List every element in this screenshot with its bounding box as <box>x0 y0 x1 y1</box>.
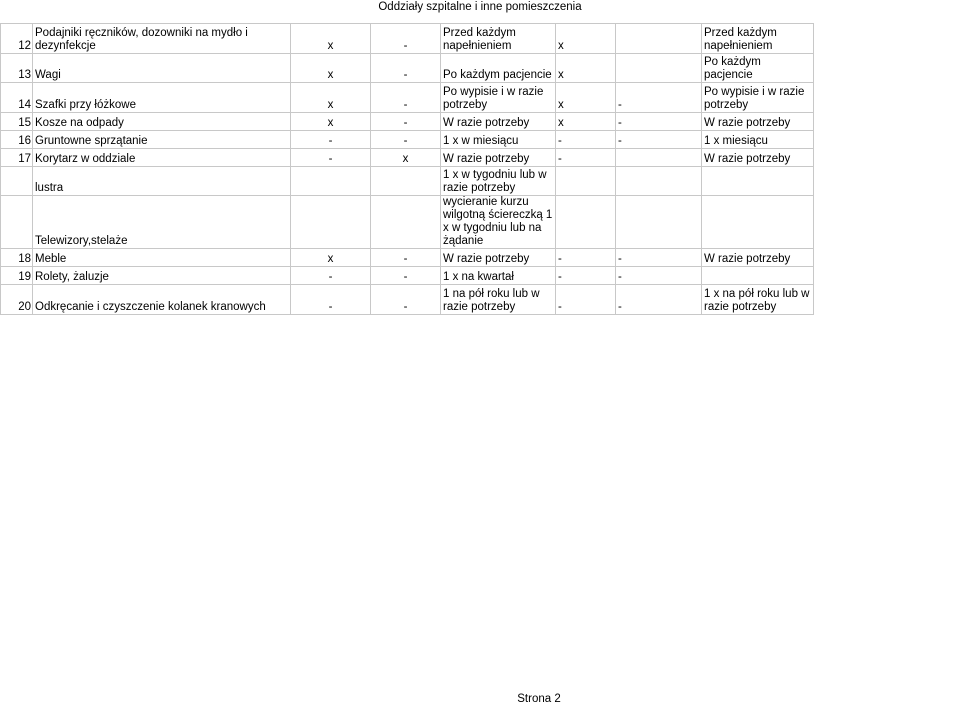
cell-col-d <box>616 149 702 167</box>
cell-col-d <box>616 24 702 54</box>
table-row <box>1 113 814 131</box>
cell-col-c: x <box>556 113 616 131</box>
cell-col-a: x <box>291 24 371 54</box>
cell-col-b <box>371 196 441 249</box>
cell-row-number: 16 <box>1 131 33 149</box>
cell-col-c: x <box>556 83 616 113</box>
cell-col-c: x <box>556 24 616 54</box>
cell-col-a: x <box>291 249 371 267</box>
table-row <box>1 249 814 267</box>
cell-frequency-alt: W razie potrzeby <box>702 149 814 167</box>
cell-item-name: Kosze na odpady <box>33 113 291 131</box>
cell-frequency: Przed każdym napełnieniem <box>441 24 556 54</box>
cell-col-a: - <box>291 267 371 285</box>
cell-col-c: - <box>556 249 616 267</box>
cell-col-b: - <box>371 24 441 54</box>
cell-frequency: 1 x w miesiącu <box>441 131 556 149</box>
cell-col-c <box>556 167 616 196</box>
cell-item-name: Korytarz w oddziale <box>33 149 291 167</box>
cell-frequency: W razie potrzeby <box>441 149 556 167</box>
cell-item-name: Wagi <box>33 54 291 83</box>
cell-item-name: Szafki przy łóżkowe <box>33 83 291 113</box>
cell-row-number: 12 <box>1 24 33 54</box>
cell-row-number: 13 <box>1 54 33 83</box>
cell-col-c: - <box>556 149 616 167</box>
cell-col-d <box>616 167 702 196</box>
cell-frequency: Po wypisie i w razie potrzeby <box>441 83 556 113</box>
cell-col-a: x <box>291 54 371 83</box>
cell-frequency-alt <box>702 267 814 285</box>
cell-item-name: Podajniki ręczników, dozowniki na mydło i dezynfekcje <box>33 24 291 54</box>
cell-frequency-alt: Po każdym pacjencie <box>702 54 814 83</box>
cell-col-d: - <box>616 267 702 285</box>
table-row <box>1 196 814 249</box>
cell-item-name: Gruntowne sprzątanie <box>33 131 291 149</box>
cell-col-d <box>616 196 702 249</box>
table-body <box>1 24 814 315</box>
cell-frequency-alt: Przed każdym napełnieniem <box>702 24 814 54</box>
cell-col-b: x <box>371 149 441 167</box>
cell-frequency: wycieranie kurzu wilgotną ściereczką 1 x w tygodniu lub na żądanie <box>441 196 556 249</box>
cell-row-number: 20 <box>1 285 33 315</box>
cell-frequency: Po każdym pacjencie <box>441 54 556 83</box>
cell-col-b: - <box>371 54 441 83</box>
page-number: Strona 2 <box>517 693 561 705</box>
cell-col-b: - <box>371 285 441 315</box>
table-row <box>1 83 814 113</box>
cell-col-b: - <box>371 267 441 285</box>
cell-row-number: 18 <box>1 249 33 267</box>
cell-col-a <box>291 167 371 196</box>
sheet-title: Oddziały szpitalne i inne pomieszczenia <box>378 1 582 13</box>
cell-frequency-alt: 1 x miesiącu <box>702 131 814 149</box>
cell-row-number <box>1 196 33 249</box>
cell-col-c: x <box>556 54 616 83</box>
cell-row-number: 17 <box>1 149 33 167</box>
cell-col-d: - <box>616 113 702 131</box>
cell-row-number <box>1 167 33 196</box>
table-row <box>1 149 814 167</box>
cell-item-name: Odkręcanie i czyszczenie kolanek kranowych <box>33 285 291 315</box>
cell-frequency: W razie potrzeby <box>441 113 556 131</box>
cell-col-a: x <box>291 113 371 131</box>
cell-col-d: - <box>616 285 702 315</box>
cell-item-name: Meble <box>33 249 291 267</box>
cell-frequency-alt: Po wypisie i w razie potrzeby <box>702 83 814 113</box>
cell-frequency: 1 x na kwartał <box>441 267 556 285</box>
cell-col-d: - <box>616 249 702 267</box>
cell-row-number: 15 <box>1 113 33 131</box>
cell-col-d: - <box>616 83 702 113</box>
cell-col-a: x <box>291 83 371 113</box>
cell-col-b: - <box>371 249 441 267</box>
cell-item-name: lustra <box>33 167 291 196</box>
cell-col-c: - <box>556 131 616 149</box>
cell-col-b: - <box>371 131 441 149</box>
table-row <box>1 131 814 149</box>
cell-col-a <box>291 196 371 249</box>
cell-frequency-alt: W razie potrzeby <box>702 113 814 131</box>
table-row <box>1 54 814 83</box>
cell-item-name: Telewizory,stelaże <box>33 196 291 249</box>
cell-row-number: 14 <box>1 83 33 113</box>
cell-col-d <box>616 54 702 83</box>
cell-frequency-alt <box>702 167 814 196</box>
cell-frequency-alt <box>702 196 814 249</box>
cell-col-d: - <box>616 131 702 149</box>
cell-col-a: - <box>291 149 371 167</box>
cell-item-name: Rolety, żaluzje <box>33 267 291 285</box>
cell-col-a: - <box>291 285 371 315</box>
cleaning-schedule-table <box>0 23 814 315</box>
cell-col-c <box>556 196 616 249</box>
cell-col-b: - <box>371 83 441 113</box>
table-row <box>1 267 814 285</box>
cell-col-b <box>371 167 441 196</box>
cell-row-number: 19 <box>1 267 33 285</box>
cell-col-c: - <box>556 285 616 315</box>
table-row <box>1 24 814 54</box>
cell-col-a: - <box>291 131 371 149</box>
cell-frequency: 1 na pół roku lub w razie potrzeby <box>441 285 556 315</box>
cell-col-c: - <box>556 267 616 285</box>
table-row <box>1 167 814 196</box>
cell-col-b: - <box>371 113 441 131</box>
cell-frequency-alt: 1 x na pół roku lub w razie potrzeby <box>702 285 814 315</box>
cell-frequency: 1 x w tygodniu lub w razie potrzeby <box>441 167 556 196</box>
table-row <box>1 285 814 315</box>
cell-frequency: W razie potrzeby <box>441 249 556 267</box>
cell-frequency-alt: W razie potrzeby <box>702 249 814 267</box>
sheet-header <box>0 0 960 14</box>
page-footer <box>0 692 960 706</box>
